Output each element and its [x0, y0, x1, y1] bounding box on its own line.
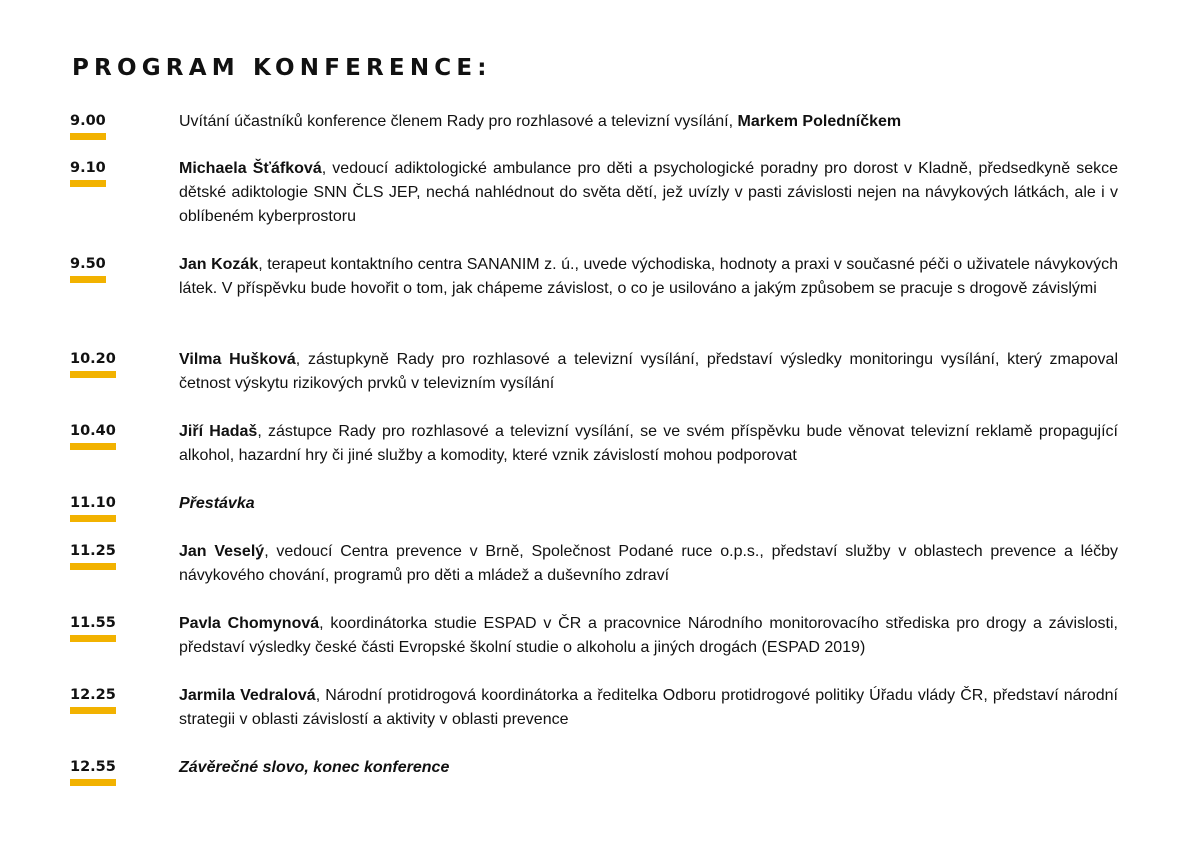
item-description: [179, 348, 1118, 396]
item-text: , vedoucí adiktologické ambulance pro děti a psychologické poradny pro dorost v Kladně, předsedkyně sekce dětské adiktologie SNN ČLS JEP, nechá nahlédnout do světa dětí, jež uvízly v pasti závislosti nejen na návykových látkách, ale i v oblíbeném kyberprostoru: [179, 160, 1119, 225]
speaker-name: Michaela Šťáfková: [179, 160, 322, 177]
time-underline: [70, 443, 116, 450]
item-description: [179, 540, 1118, 588]
speaker-name: Jan Kozák: [179, 256, 259, 273]
speaker-name: Vilma Hušková: [179, 351, 296, 368]
time-text: 10.40: [70, 423, 116, 439]
time-underline: [70, 515, 116, 522]
item-description: [179, 612, 1118, 660]
item-description: [179, 110, 1118, 134]
time-underline: [70, 133, 106, 140]
time-text: 11.55: [70, 615, 116, 631]
item-lead: Uvítání účastníků konference členem Rady pro rozhlasové a televizní vysílání,: [179, 113, 738, 130]
time-label: [70, 542, 116, 570]
time-underline: [70, 563, 116, 570]
item-description: [179, 756, 1118, 780]
time-text: 12.55: [70, 759, 116, 775]
time-underline: [70, 635, 116, 642]
time-underline: [70, 779, 116, 786]
time-underline: [70, 707, 116, 714]
time-label: [70, 112, 106, 140]
time-label: [70, 255, 106, 283]
time-label: [70, 614, 116, 642]
item-text: , Národní protidrogová koordinátorka a ředitelka Odboru protidrogové politiky Úřadu vlády ČR, představí národní strategii v oblasti závislostí a aktivity v oblasti prevence: [179, 687, 1119, 728]
time-text: 9.00: [70, 113, 106, 129]
item-text: , zástupkyně Rady pro rozhlasové a televizní vysílání, představí výsledky monitoringu vysílání, který zmapoval četnost výskytu rizikových prvků v televizním vysílání: [179, 351, 1118, 392]
time-label: [70, 494, 116, 522]
time-text: 10.20: [70, 351, 116, 367]
time-text: 11.25: [70, 543, 116, 559]
page-title: PROGRAM KONFERENCE:: [72, 55, 492, 81]
time-text: 9.10: [70, 160, 106, 176]
speaker-name: Jan Veselý: [179, 543, 265, 560]
item-description: [179, 157, 1118, 229]
item-description: [179, 253, 1118, 301]
speaker-name: Pavla Chomynová: [179, 615, 320, 632]
item-text: , zástupce Rady pro rozhlasové a televizní vysílání, se ve svém příspěvku bude věnovat televizní reklamě propagující alkohol, hazardní hry či jiné služby a komodity, které vznik závislostí mohou podporovat: [179, 423, 1119, 464]
time-underline: [70, 276, 106, 283]
time-label: [70, 159, 106, 187]
break-label: Přestávka: [179, 495, 255, 512]
break-label: Závěrečné slovo, konec konference: [179, 759, 450, 776]
item-description: [179, 684, 1118, 732]
time-label: [70, 350, 116, 378]
time-text: 12.25: [70, 687, 116, 703]
item-text: , terapeut kontaktního centra SANANIM z. ú., uvede východiska, hodnoty a praxi v současné péči o uživatele návykových látek. V příspěvku bude hovořit o tom, jak chápeme závislost, o co je usilováno a jakým způsobem se pracuje s drogově závislými: [179, 256, 1118, 297]
speaker-name: Markem Poledníčkem: [737, 113, 902, 130]
time-label: [70, 422, 116, 450]
time-underline: [70, 180, 106, 187]
time-label: [70, 686, 116, 714]
item-text: , vedoucí Centra prevence v Brně, Společnost Podané ruce o.p.s., představí služby v oblastech prevence a léčby návykového chování, programů pro děti a mládež a duševního zdraví: [179, 543, 1119, 584]
time-text: 11.10: [70, 495, 116, 511]
speaker-name: Jiří Hadaš: [179, 423, 258, 440]
item-description: [179, 420, 1118, 468]
time-text: 9.50: [70, 256, 106, 272]
item-description: [179, 492, 1118, 516]
time-label: [70, 758, 116, 786]
item-text: , koordinátorka studie ESPAD v ČR a pracovnice Národního monitorovacího střediska pro drogy a závislosti, představí výsledky české části Evropské školní studie o alkoholu a jiných drogách (ESPAD 2019): [179, 615, 1118, 656]
speaker-name: Jarmila Vedralová: [179, 687, 316, 704]
time-underline: [70, 371, 116, 378]
